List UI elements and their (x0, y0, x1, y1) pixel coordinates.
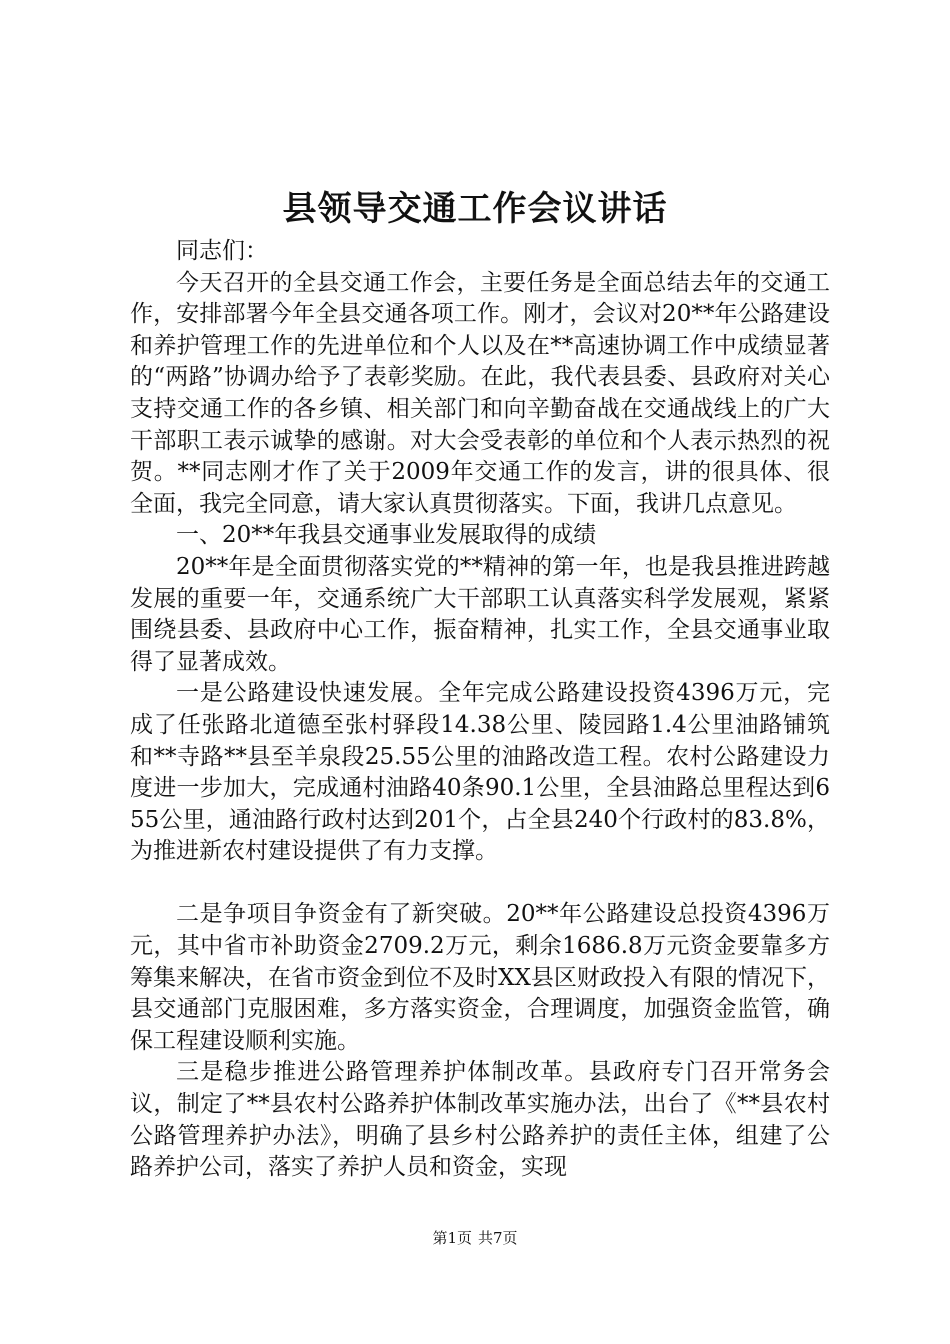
section-heading-achievements: 一、20**年我县交通事业发展取得的成绩 (176, 522, 597, 549)
salutation: 同志们： (176, 238, 268, 264)
page-number: 第1页 (432, 1229, 472, 1247)
document-title: 县领导交通工作会议讲话 (282, 189, 668, 229)
paragraph-road-construction: 一是公路建设快速发展。全年完成公路建设投资4396万元，完成了任张路北道德至张村驿段14.38公里、陵园路1.4公里油路铺筑和**寺路**县至羊泉段25.55公里的油路改造工程。农村公路建设力度进一步加大，完成通村油路40条90.1公里，全县油路总里程达到655公里，通油路行政村达到201个，占全县240个行政村的83.8%，为推进新农村建设提供了有力支撑。 (130, 680, 830, 865)
paragraph-funding: 二是争项目争资金有了新突破。20**年公路建设总投资4396万元，其中省市补助资金2709.2万元，剩余1686.8万元资金要靠多方筹集来解决，在省市资金到位不及时XX县区财政投入有限的情况下，县交通部门克服困难，多方落实资金，合理调度，加强资金监管，确保工程建设顺利实施。 (130, 901, 830, 1054)
paragraph-intro: 今天召开的全县交通工作会，主要任务是全面总结去年的交通工作，安排部署今年全县交通各项工作。刚才，会议对20**年公路建设和养护管理工作的先进单位和个人以及在**高速协调工作中成绩显著的“两路”协调办给予了表彰奖励。在此，我代表县委、县政府对关心支持交通工作的各乡镇、相关部门和向辛勤奋战在交通战线上的广大干部职工表示诚挚的感谢。对大会受表彰的单位和个人表示热烈的祝贺。**同志刚才作了关于2009年交通工作的发言，讲的很具体、很全面，我完全同意，请大家认真贯彻落实。下面，我讲几点意见。 (130, 269, 830, 517)
document-body (130, 236, 830, 1184)
paragraph-maintenance-reform: 三是稳步推进公路管理养护体制改革。县政府专门召开常务会议，制定了**县农村公路养护体制改革实施办法，出台了《**县农村公路管理养护办法》，明确了县乡村公路养护的责任主体，组建了公路养护公司，落实了养护人员和资金，实现 (130, 1059, 830, 1181)
paragraph-overview: 20**年是全面贯彻落实党的**精神的第一年，也是我县推进跨越发展的重要一年，交通系统广大干部职工认真落实科学发展观，紧紧围绕县委、县政府中心工作，振奋精神，扎实工作，全县交通事业取得了显著成效。 (130, 553, 830, 675)
page-total: 共7页 (478, 1229, 518, 1247)
page-footer (0, 1228, 950, 1248)
